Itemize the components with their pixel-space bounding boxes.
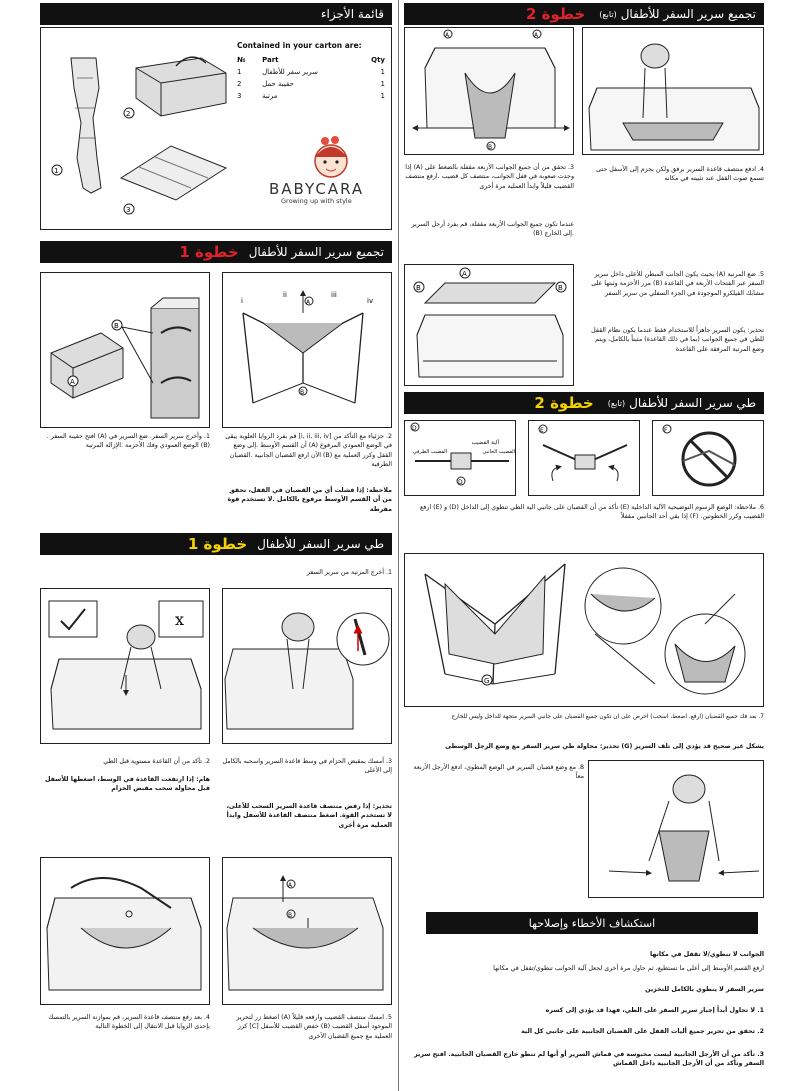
parts-list-title: قائمة الأجزاء [320, 7, 384, 21]
fold-step1-fig2 [222, 588, 392, 744]
svg-text:B: B [558, 284, 563, 292]
setup-step1-text-1: 1. وأخرج سرير السفر. ضع السرير في (A) افتح حقيبة السفر .(B) الوضع العمودي وفك الأحزمة .الإزالة المرتبة [46, 433, 210, 450]
fold-step2-fig-f [652, 420, 764, 496]
logo-tagline: Growing up with style [281, 197, 352, 205]
svg-text:B: B [300, 389, 305, 396]
frame-unfold-illustration [223, 273, 393, 429]
svg-text:iv: iv [367, 297, 374, 305]
fold-step1-text-3: 3. أمسك بمقبض الحزام في وسط قاعدة السرير واسحبه بالكامل إلى الأعلى [222, 758, 392, 775]
rail-fold-diagram [529, 421, 641, 497]
svg-text:B: B [488, 144, 493, 151]
setup-step2-warning: تحذير: يكون السرير جاهزاً للاستخدام فقط عندما يكون نظام القفل للطي في جميع الجوانب (بما في ذلك القاعدة) مثبتاً بالكامل، ويتم وضع المرتبة المرفقة على القاعدة [591, 327, 764, 353]
base-press-illustration [583, 28, 765, 156]
cot-mattress-remove-illustration [41, 589, 211, 745]
col-no-header: № [237, 56, 246, 64]
setup-step1-label: خطوة 1 [179, 243, 239, 261]
ts-item-3: 3. تأكد من أن الأرجل الجانبية ليست محبوسة في قماش السرير أو أنها لم تنطو خارج القضبان الجانبية. افتح سرير السفر وتأكد من أن الأرجل الجانبية داخل القماش [414, 1051, 764, 1068]
svg-text:3: 3 [126, 206, 131, 214]
folding-cot-illustration [405, 554, 765, 708]
fold-step2-title: طي سرير السفر للأطفال [629, 396, 756, 410]
svg-text:A: A [534, 32, 539, 39]
fold-step1-note-3: تحذير: إذا رفض منتصف قاعدة السرير السحب للأعلى، لا تستخدم القوة. اضغط منتصف القاعدة للأسفل وابدأ العملية مرة أخرى [226, 803, 392, 829]
logo-text: BABYCARA [269, 180, 365, 198]
svg-text:G: G [484, 677, 490, 685]
svg-text:B: B [288, 912, 293, 919]
corner-balance-illustration [41, 858, 211, 1006]
fold-step1-text-5: 5. امسك منتصف القضيب وارفعه قليلاً (A) اضغط زر لتحرير الموجود أسفل القضيب (B) خفض القضيب للأسفل [C] كرر العملية مع جميع القضبان الأخرى [236, 1014, 392, 1040]
babycara-logo-face-icon [301, 133, 361, 183]
setup-step2-fig3 [404, 264, 574, 386]
fold-step2-label: خطوة 2 [534, 394, 594, 412]
diagram-label-mechanism: آلية القضيب [471, 440, 499, 446]
svg-text:ii: ii [283, 291, 287, 299]
fold-step1-banner [40, 533, 392, 555]
svg-text:A: A [306, 299, 311, 306]
setup-step1-note: ملاحظة: إذا فشلت أي من القضبان في القفل، تحقق من أن القسم الأوسط مرفوع بالكامل .لا تستخدم قوة مفرطة [227, 487, 392, 513]
setup-step2-text-3b: عندما تكون جميع الجوانب الأربعة مقفلة، قم بفرد أرجل السرير .إلى الخارج (B) [411, 221, 574, 238]
setup-step1-fig2 [222, 272, 392, 428]
svg-text:A: A [462, 270, 467, 278]
fold-step1-fig3 [40, 857, 210, 1005]
fold-step2-text-8: 8. مع وضع قضبان السرير في الوضع المطوي، ادفع الأرجل الأربعة معاً [413, 764, 584, 781]
fold-step2-warning: يشكل غير صحيح قد يؤدي إلى تلف السرير (G) تحذير: محاولة طي سرير السفر مع وضع الرجل الوسطى [445, 743, 764, 750]
fold-step2-fig-e [528, 420, 640, 496]
rail-mechanism-diagram [405, 421, 517, 497]
setup-step2-banner [404, 3, 764, 25]
carton-heading: Contained in your carton are: [237, 41, 362, 50]
ts-item-1: 1. لا تحاول أبداً إجبار سرير السفر على الطي، فهذا قد يؤدي إلى كسره [545, 1007, 764, 1014]
fold-step2-fig-8 [588, 760, 764, 898]
setup-step2-title: تجميع سرير السفر للأطفال [620, 7, 756, 21]
svg-text:1: 1 [54, 167, 59, 175]
mattress-insert-illustration [405, 265, 575, 387]
svg-text:B: B [416, 284, 421, 292]
svg-text:A: A [70, 378, 75, 386]
diagram-label-side-rail: القضيب الجانبي [482, 449, 515, 455]
setup-step1-text-2: 2. جزئياء مع التأكد من [i, ii, iii, iv] قم بفرد الزوايا العلوية يبقى في الوضع العمودي المرفوع (A) أن القسم الأوسط .إلى وضع القفل وكرر العملية مع (B) الأن ارفع القضبان الجانبية .القضبان الطرفية [225, 433, 392, 469]
setup-step2-suffix: (تابع) [599, 9, 617, 19]
table-row: 2 حقيبة حمل 1 [237, 80, 385, 88]
fold-step2-text-6: 6. ملاحظة: الوضع الرسوم التوضيحية الآلية الداخلية (E) تأكد من أن القضبان على جانبي الية الطي تنطوي إلى الداخل (D) و (E) ارفع القضيب وكرر الخطوتين. (F) إذا بقي أحد الجانبين مقفلاً [419, 504, 764, 521]
legs-push-illustration [589, 761, 765, 899]
troubleshooting-title: استكشاف الأخطاء وإصلاحها [426, 912, 758, 934]
ts-question-2: سرير السفر لا ينطوي بالكامل للتخزين [645, 986, 764, 993]
setup-step2-label: خطوة 2 [525, 5, 586, 23]
setup-step2-fig2 [582, 27, 764, 155]
fold-step2-fig-g [404, 553, 764, 707]
setup-step2-text-4: 4. ادفع منتصف قاعدة السرير برفق ولكن بحزم إلى الأسفل حتى تسمع صوت القفل عند تثبيته في مكانه [596, 166, 764, 183]
svg-text:D: D [458, 479, 463, 486]
side-lock-illustration [405, 28, 575, 156]
incorrect-fold-diagram [653, 421, 765, 497]
svg-text:x: x [175, 610, 185, 629]
fold-step1-fig4 [222, 857, 392, 1005]
setup-step2-text-3: 3. تحقق من أن جميع الجوانب الأربعة مقفلة بالضغط على (A) إذا وجدت صعوبة في قفل الجوانب، منتصف كل قضيب .ارفع منتصف القضيب قليلاً وابدأ العملية مرة أخرى [405, 164, 574, 190]
fold-step1-title: طي سرير السفر للأطفال [257, 537, 384, 551]
svg-text:F: F [664, 427, 668, 434]
svg-text:B: B [114, 322, 119, 330]
rail-release-illustration [223, 858, 393, 1006]
fold-step1-fig1 [40, 588, 210, 744]
column-divider [398, 0, 399, 1091]
setup-step2-text-5: 5. ضع المرتبة (A) بحيث يكون الجانب المبطن للأعلى داخل سرير السفر عبر الفتحات الأربعة في القاعدة (B) مرر الأحزمة وثبتها على مشابك الفيلكرو الموجودة في الجزء السفلي من سرير السفر [591, 271, 764, 297]
setup-step2-fig1 [404, 27, 574, 155]
fold-step2-fig-d [404, 420, 516, 496]
svg-text:i: i [241, 297, 243, 305]
svg-text:D: D [412, 425, 417, 432]
table-row: 1 سرير سفر للأطفال 1 [237, 68, 385, 76]
ts-answer-1: ارفع القسم الأوسط إلى أعلى ما تستطيع، ثم حاول مرة أخرى لجعل آلية الجوانب تنطوي/تقفل في مكانها [493, 965, 764, 972]
fold-step2-text-7: 7. بعد فك جميع القضبان (ارفع، اضغط، اسحب) احرص على ان تكون جميع القضبان على جانبي السرير متجهة للداخل وليس للخارج [451, 714, 764, 720]
bag-unpack-illustration [41, 273, 211, 429]
setup-step1-title: تجميع سرير السفر للأطفال [248, 245, 384, 259]
svg-text:A: A [288, 882, 293, 889]
col-qty-header: Qty [371, 56, 385, 64]
setup-step1-fig1 [40, 272, 210, 428]
ts-item-2: 2. تحقق من تحرير جميع أليات القفل على القضبان الجانبية على جانبي كل الية [521, 1028, 764, 1035]
fold-step1-text-2: 2. تأكد من أن القاعدة مستوية قبل الطي [103, 758, 210, 765]
parts-list-box [40, 27, 392, 230]
parts-list-banner [40, 3, 392, 25]
svg-text:2: 2 [126, 110, 131, 118]
fold-step1-text-4: 4. بعد رفع منتصف قاعدة السرير، قم بموازنة السرير بالتمسك بإحدى الزوايا قبل الانتقال إلى الخطوة التالية [48, 1014, 210, 1031]
fold-step2-banner [404, 392, 764, 414]
fold-step1-text-1: 1. أخرج المرتبة من سرير السفر [306, 569, 392, 576]
parts-table-header [233, 54, 389, 66]
svg-text:A: A [445, 32, 450, 39]
ts-question-1: الجوانب لا تنطوي/لا تقفل في مكانها [650, 951, 764, 958]
fold-step1-label: خطوة 1 [187, 535, 248, 553]
svg-text:iii: iii [331, 291, 337, 299]
table-row: 3 مرتبة 1 [237, 92, 385, 100]
strap-pull-illustration [223, 589, 393, 745]
parts-table [233, 54, 389, 102]
col-part-header: Part [262, 56, 279, 64]
fold-step2-suffix: (تابع) [607, 398, 626, 408]
diagram-label-end-rail: القضيب الطرفي [412, 449, 447, 455]
svg-text:E: E [540, 427, 544, 434]
fold-step1-note-2: هام: إذا ارتفعت القاعدة في الوسط، اضغطها للأسفل قبل محاولة سحب مقبض الحزام [45, 776, 210, 793]
setup-step1-banner [40, 241, 392, 263]
